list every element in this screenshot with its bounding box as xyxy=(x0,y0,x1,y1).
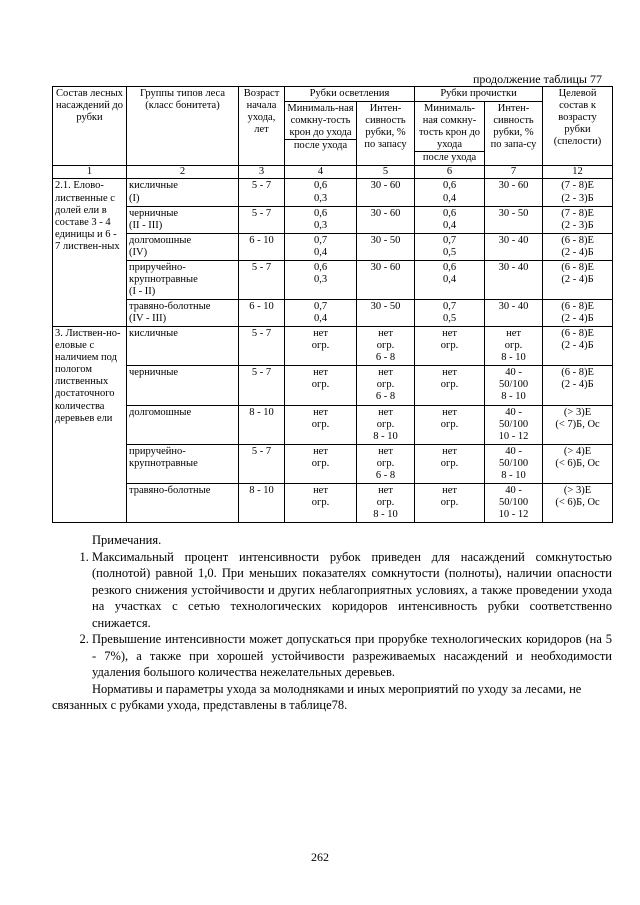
age-cell: 6 - 10 xyxy=(239,300,285,327)
table-cell: 0,6 0,4 xyxy=(415,206,485,233)
table-cell: 30 - 40 xyxy=(485,233,543,260)
table-cell: 30 - 40 xyxy=(485,260,543,299)
closing-paragraph: Нормативы и параметры ухода за молодняками и иных мероприятий по уходу за лесами, не связанных с рубками ухода, представлены в таблице78. xyxy=(52,681,582,712)
age-cell: 5 - 7 xyxy=(239,260,285,299)
forest-type-cell: черничные xyxy=(127,366,239,405)
table-cell: 0,7 0,4 xyxy=(285,233,357,260)
table-cell: 30 - 40 xyxy=(485,300,543,327)
table-cell: (6 - 8)Е (2 - 4)Б xyxy=(543,233,613,260)
table-cell: 0,7 0,5 xyxy=(415,300,485,327)
table-row xyxy=(53,327,613,366)
note-item: 1. Максимальный процент интенсивности рубок приведен для насаждений сомкнутостью (полнотой) равной 1,0. При меньших показателях сомкнутости (полноты), наличии опасности резкого снижения устойчивости и других неблагоприятных условиях, а также проведении ухода на участках с сетью технологических коридоров интенсивность рубки соответственно снижается. xyxy=(92,549,612,632)
table-cell: 30 - 60 xyxy=(485,179,543,206)
table-cell: нет огр. 8 - 10 xyxy=(357,405,415,444)
table-cell: 30 - 60 xyxy=(357,179,415,206)
table-cell: нет огр. xyxy=(415,483,485,522)
table-cell: 40 - 50/100 8 - 10 xyxy=(485,444,543,483)
table-cell: (> 4)Е (< 6)Б, Ос xyxy=(543,444,613,483)
page-number: 262 xyxy=(311,850,329,864)
composition-cell: 3. Листвен-но-еловые с наличием под пологом лиственных достаточного количества деревьев ели xyxy=(53,327,127,523)
col-header-density-1: Минималь-ная сомкну-тость крон до ухода после ухода xyxy=(285,102,357,166)
table-cell: 0,7 0,4 xyxy=(285,300,357,327)
col-header-composition: Состав лесных насаждений до рубки xyxy=(53,87,127,166)
table-row xyxy=(53,206,613,233)
table-row xyxy=(53,405,613,444)
forest-type-cell: долгомошные (IV) xyxy=(127,233,239,260)
table-cell: нет огр. 6 - 8 xyxy=(357,327,415,366)
table-cell: (6 - 8)Е (2 - 4)Б xyxy=(543,260,613,299)
forest-type-cell: долгомошные xyxy=(127,405,239,444)
table-cell: нет огр. xyxy=(285,483,357,522)
table-cell: нет огр. 6 - 8 xyxy=(357,366,415,405)
table-cell: 0,7 0,5 xyxy=(415,233,485,260)
table-cell: 30 - 50 xyxy=(485,206,543,233)
age-cell: 5 - 7 xyxy=(239,327,285,366)
composition-cell: 2.1. Елово-лиственные с долей ели в составе 3 - 4 единицы и 6 - 7 листвен-ных xyxy=(53,179,127,327)
table-row xyxy=(53,444,613,483)
table-cell: (6 - 8)Е (2 - 4)Б xyxy=(543,327,613,366)
table-cell: нет огр. 8 - 10 xyxy=(357,483,415,522)
table-row xyxy=(53,300,613,327)
column-number: 7 xyxy=(485,166,543,179)
table-cell: 0,6 0,4 xyxy=(415,179,485,206)
table-cell: (> 3)Е (< 7)Б, Ос xyxy=(543,405,613,444)
notes-list xyxy=(52,549,612,681)
column-number: 1 xyxy=(53,166,127,179)
forest-type-cell: черничные (II - III) xyxy=(127,206,239,233)
table-row xyxy=(53,483,613,522)
table-cell: нет огр. xyxy=(285,366,357,405)
forest-care-table xyxy=(52,86,613,523)
col-header-density-2: Минималь-ная сомкну-тость крон до ухода после ухода xyxy=(415,102,485,166)
table-continuation-label: продолжение таблицы 77 xyxy=(472,72,602,86)
table-row xyxy=(53,366,613,405)
age-cell: 5 - 7 xyxy=(239,444,285,483)
table-row xyxy=(53,260,613,299)
table-cell: 40 - 50/100 8 - 10 xyxy=(485,366,543,405)
age-cell: 8 - 10 xyxy=(239,405,285,444)
table-cell: 30 - 60 xyxy=(357,260,415,299)
col-header-age: Возраст начала ухода, лет xyxy=(239,87,285,166)
table-cell: нет огр. 6 - 8 xyxy=(357,444,415,483)
note-item: 2. Превышение интенсивности может допускаться при прорубке технологических коридоров (на 5 - 7%), а также при хорошей устойчивости разреживаемых насаждений и необходимости удаления большого количества нежелательных деревьев. xyxy=(92,631,612,681)
column-number: 6 xyxy=(415,166,485,179)
table-cell: нет огр. xyxy=(415,366,485,405)
forest-type-cell: кисличные xyxy=(127,327,239,366)
table-cell: (7 - 8)Е (2 - 3)Б xyxy=(543,179,613,206)
age-cell: 5 - 7 xyxy=(239,206,285,233)
table-cell: 30 - 50 xyxy=(357,233,415,260)
forest-type-cell: кисличные (I) xyxy=(127,179,239,206)
column-number: 12 xyxy=(543,166,613,179)
age-cell: 6 - 10 xyxy=(239,233,285,260)
col-header-intensity-1: Интен-сивность рубки, % по запасу xyxy=(357,102,415,166)
col-header-osvetlenie: Рубки осветления xyxy=(285,87,415,102)
age-cell: 5 - 7 xyxy=(239,179,285,206)
column-number-row xyxy=(53,166,613,179)
notes-title: Примечания. xyxy=(92,533,162,547)
table-cell: нет огр. xyxy=(415,444,485,483)
column-number: 3 xyxy=(239,166,285,179)
col-header-target: Целевой состав к возрасту рубки (спелости) xyxy=(543,87,613,166)
age-cell: 8 - 10 xyxy=(239,483,285,522)
table-cell: 30 - 60 xyxy=(357,206,415,233)
column-number: 5 xyxy=(357,166,415,179)
table-cell: 40 - 50/100 10 - 12 xyxy=(485,483,543,522)
table-row xyxy=(53,233,613,260)
age-cell: 5 - 7 xyxy=(239,366,285,405)
table-cell: (> 3)Е (< 6)Б, Ос xyxy=(543,483,613,522)
table-cell: нет огр. xyxy=(285,327,357,366)
forest-type-cell: травяно-болотные (IV - III) xyxy=(127,300,239,327)
table-row xyxy=(53,179,613,206)
table-cell: 0,6 0,3 xyxy=(285,179,357,206)
notes-section xyxy=(52,532,612,714)
table-cell: 0,6 0,4 xyxy=(415,260,485,299)
table-cell: (6 - 8)Е (2 - 4)Б xyxy=(543,300,613,327)
table-cell: нет огр. xyxy=(285,405,357,444)
table-cell: (7 - 8)Е (2 - 3)Б xyxy=(543,206,613,233)
table-cell: 40 - 50/100 10 - 12 xyxy=(485,405,543,444)
table-cell: 0,6 0,3 xyxy=(285,206,357,233)
table-cell: нет огр. xyxy=(415,405,485,444)
table-cell: нет огр. 8 - 10 xyxy=(485,327,543,366)
forest-type-cell: приручейно-крупнотравные (I - II) xyxy=(127,260,239,299)
forest-type-cell: приручейно-крупнотравные xyxy=(127,444,239,483)
forest-type-cell: травяно-болотные xyxy=(127,483,239,522)
column-number: 4 xyxy=(285,166,357,179)
col-header-prochistka: Рубки прочистки xyxy=(415,87,543,102)
table-cell: нет огр. xyxy=(285,444,357,483)
table-cell: 30 - 50 xyxy=(357,300,415,327)
column-number: 2 xyxy=(127,166,239,179)
table-cell: 0,6 0,3 xyxy=(285,260,357,299)
table-cell: нет огр. xyxy=(415,327,485,366)
table-cell: (6 - 8)Е (2 - 4)Б xyxy=(543,366,613,405)
col-header-intensity-2: Интен-сивность рубки, % по запа-су xyxy=(485,102,543,166)
col-header-forest-type: Группы типов леса (класс бонитета) xyxy=(127,87,239,166)
